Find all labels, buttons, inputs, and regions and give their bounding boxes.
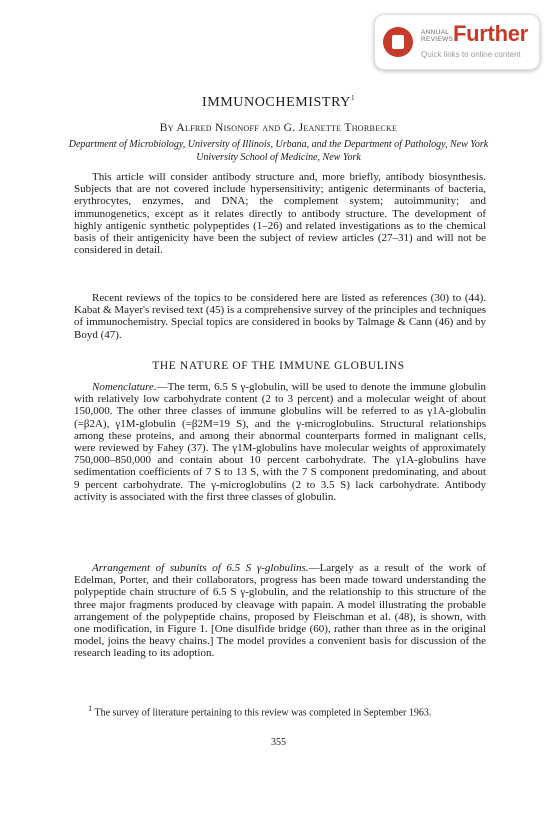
- page-number: 355: [271, 737, 286, 748]
- badge-quick-links-text: Quick links to online content: [421, 50, 521, 59]
- authors-and: and: [259, 122, 284, 134]
- author-1: Alfred Nisonoff: [176, 122, 260, 134]
- article-title-text: IMMUNOCHEMISTRY: [201, 95, 351, 110]
- footnote-mark: 1: [88, 704, 93, 713]
- badge-reviews-text: REVIEWS: [421, 36, 454, 43]
- badge-annual-reviews-label: [421, 29, 455, 43]
- article-title: [0, 95, 557, 111]
- paragraph-body: —Largely as a result of the work of Edelman, Porter, and their collaborators, progress has been made toward understanding the polypeptide chain structure of 6.5 S γ-globulin, and the relationship to this structure of the three major fragments produced by cleavage with papain. A model illustrating the probable arrangement of the polypeptide chains, proposed by Fleischman et al. (48), is shown, with one modification, in Figure 1. [One disulfide bridge (60), rather than three as in the original model, joins the heavy chains.] The model provides a convenient basis for discussion of the research leading to its adoption.: [74, 562, 486, 660]
- book-icon: [383, 27, 413, 57]
- paragraph-text: [74, 562, 486, 660]
- paragraph-body: —The term, 6.5 S γ-globulin, will be used to denote the immune globulin with relatively low carbohydrate content (2 to 3 percent) and a molecular weight of about 150,000. The other three classes of immune globulins will be referred to as γ1A-globulin (=β2A), γ1M-globulin (=β2M=19 S), and the γ-microglobulins. Structural relationships among these proteins, and among their abnormal counterparts formed in malignant cells, were reviewed by Fahey (37). The γ1M-globulins have molecular weights of approximately 750,000–850,000 and contain about 10 percent carbohydrate. The γ1A-globulins have sedimentation coefficients of 7 S to 13 S, with the 7 S component predominating, and about 9 percent carbohydrate. The γ-microglobulins (2 to 3.5 S) lack carbohydrate. Antibody activity is associated with the first three classes of globulin.: [74, 381, 486, 503]
- paragraph-lead: Nomenclature.: [92, 381, 157, 393]
- footnote-body: The survey of literature pertaining to this review was completed in September 1963.: [92, 707, 432, 719]
- paragraph-text: [74, 381, 486, 503]
- intro-paragraph-2: [74, 292, 486, 341]
- badge-annual-text: ANNUAL: [421, 29, 450, 36]
- title-footnote-mark: 1: [350, 94, 356, 102]
- paragraph-text: This article will consider antibody structure and, more briefly, antibody biosynthesis. Subjects that are not covered include hypersensitivity; antigenic determinants of bacteria, erythrocytes, enzymes, and DNA; the complement system; autoimmunity; and immunogenetics, except as it relates directly to antibody structure. The development of highly antigenic synthetic polypeptides (1–26) and related investigations as to the chemical basis of their antigenicity have been the subject of review articles (27–31) and will not be considered in detail.: [74, 171, 486, 257]
- annual-reviews-further-badge[interactable]: [374, 14, 540, 70]
- section-heading: THE NATURE OF THE IMMUNE GLOBULINS: [152, 360, 405, 372]
- paragraph-lead: Arrangement of subunits of 6.5 S γ-globulins.: [92, 562, 309, 574]
- footnote: [74, 702, 486, 719]
- paragraph-text: Recent reviews of the topics to be considered here are listed as references (30) to (44). Kabat & Mayer's revised text (45) is a comprehensive survey of the principles and techniques of immunochemistry. Special topics are considered in books by Talmage & Cann (46) and by Boyd (47).: [74, 292, 486, 341]
- author-line: [0, 122, 557, 134]
- affiliation: Department of Microbiology, University of Illinois, Urbana, and the Department of Pathology, New York University School of Medicine, New York: [68, 139, 489, 163]
- intro-paragraph-1: [74, 171, 486, 256]
- author-2: G. Jeanette Thorbecke: [283, 122, 398, 134]
- nomenclature-paragraph: [74, 381, 486, 503]
- footnote-text: [74, 702, 486, 719]
- subunits-paragraph: [74, 562, 486, 660]
- authors-by: By: [159, 122, 177, 134]
- badge-further-text: Further: [453, 21, 528, 46]
